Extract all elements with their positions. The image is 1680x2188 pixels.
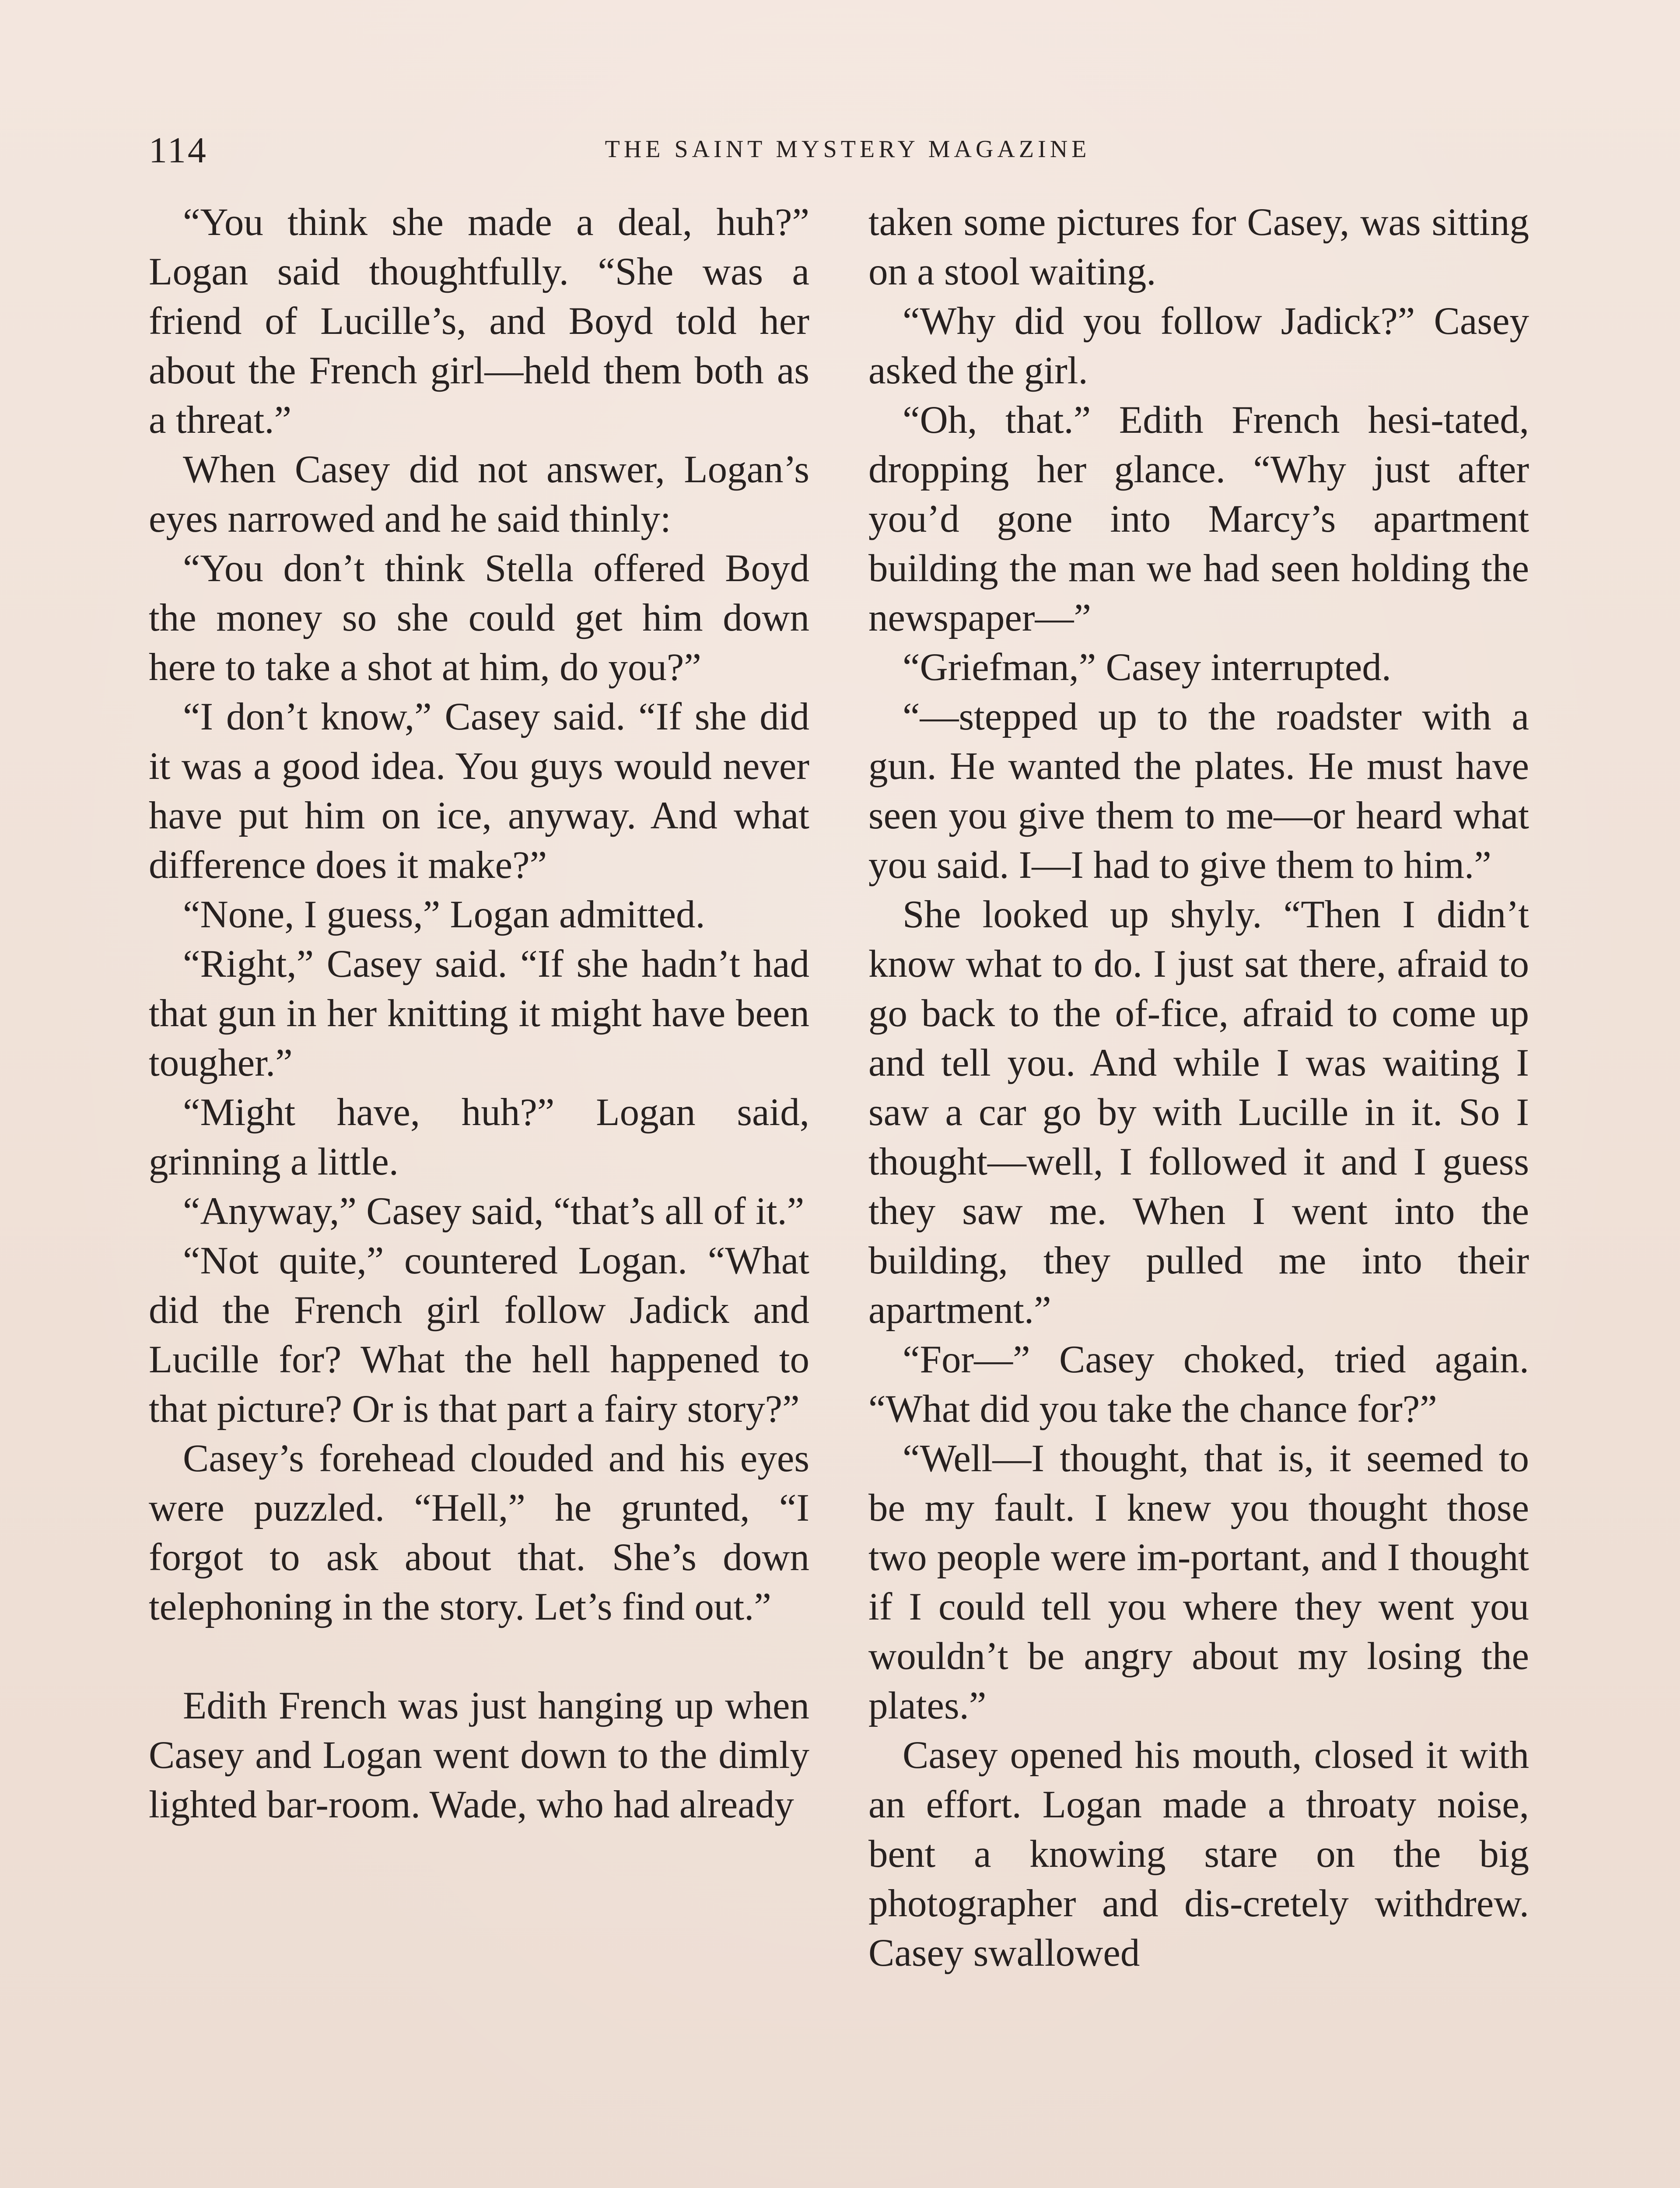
running-head	[149, 129, 1547, 173]
page-number: 114	[149, 130, 208, 171]
paragraph: “You don’t think Stella offered Boyd the money so she could get him down here to take a shot at him, do you?”	[149, 547, 809, 689]
paragraph: When Casey did not answer, Logan’s eyes narrowed and he said thinly:	[149, 448, 809, 540]
paragraph: “—stepped up to the roadster with a gun. He wanted the plates. He must have seen you give them to me—or heard what you said. I—I had to give them to him.”	[868, 695, 1529, 887]
paragraph: “Not quite,” countered Logan. “What did the French girl follow Jadick and Lucille for? What the hell happened to that picture? Or is that part a fairy story?”	[149, 1239, 809, 1431]
paragraph: taken some pictures for Casey, was sitting on a stool waiting.	[868, 201, 1529, 293]
paragraph: Edith French was just hanging up when Casey and Logan went down to the dimly lighted bar-room. Wade, who had already	[149, 1684, 809, 1826]
paragraph: She looked up shyly. “Then I didn’t know what to do. I just sat there, afraid to go back to the of-fice, afraid to come up and tell you. And while I was waiting I saw a car go by with Lucille in it. So I thought—well, I followed it and I guess they saw me. When I went into the building, they pulled me into their apartment.”	[868, 893, 1529, 1332]
paragraph: “Well—I thought, that is, it seemed to be my fault. I knew you thought those two people were im-portant, and I thought if I could tell you where they went you wouldn’t be angry about my losing the plates.”	[868, 1437, 1529, 1727]
right-column	[868, 198, 1529, 1978]
paragraph: Casey’s forehead clouded and his eyes were puzzled. “Hell,” he grunted, “I forgot to ask about that. She’s down telephoning in the story. Let’s find out.”	[149, 1437, 809, 1628]
paragraph: “Right,” Casey said. “If she hadn’t had that gun in her knitting it might have been tougher.”	[149, 943, 809, 1084]
paragraph: “Anyway,” Casey said, “that’s all of it.”	[183, 1190, 805, 1233]
paragraph: Casey opened his mouth, closed it with an effort. Logan made a throaty noise, bent a knowing stare on the big photographer and dis-cretely withdrew. Casey swallowed	[868, 1734, 1529, 1974]
paragraph: “I don’t know,” Casey said. “If she did it was a good idea. You guys would never have put him on ice, anyway. And what difference does it make?”	[149, 695, 809, 887]
left-column	[149, 198, 809, 1830]
paragraph: “You think she made a deal, huh?” Logan said thoughtfully. “She was a friend of Lucille’s, and Boyd told her about the French girl—held them both as a threat.”	[149, 201, 809, 442]
section-break	[149, 1632, 809, 1681]
paragraph: “Griefman,” Casey interrupted.	[903, 646, 1391, 689]
paragraph: “Might have, huh?” Logan said, grinning a little.	[149, 1091, 809, 1183]
paragraph: “None, I guess,” Logan admitted.	[183, 893, 705, 936]
magazine-title: THE SAINT MYSTERY MAGAZINE	[605, 136, 1091, 163]
paragraph: “Why did you follow Jadick?” Casey asked the girl.	[868, 300, 1529, 392]
paragraph: “Oh, that.” Edith French hesi-tated, dropping her glance. “Why just after you’d gone into Marcy’s apartment building the man we had seen holding the newspaper—”	[868, 399, 1529, 639]
paragraph: “For—” Casey choked, tried again. “What did you take the chance for?”	[868, 1338, 1529, 1431]
